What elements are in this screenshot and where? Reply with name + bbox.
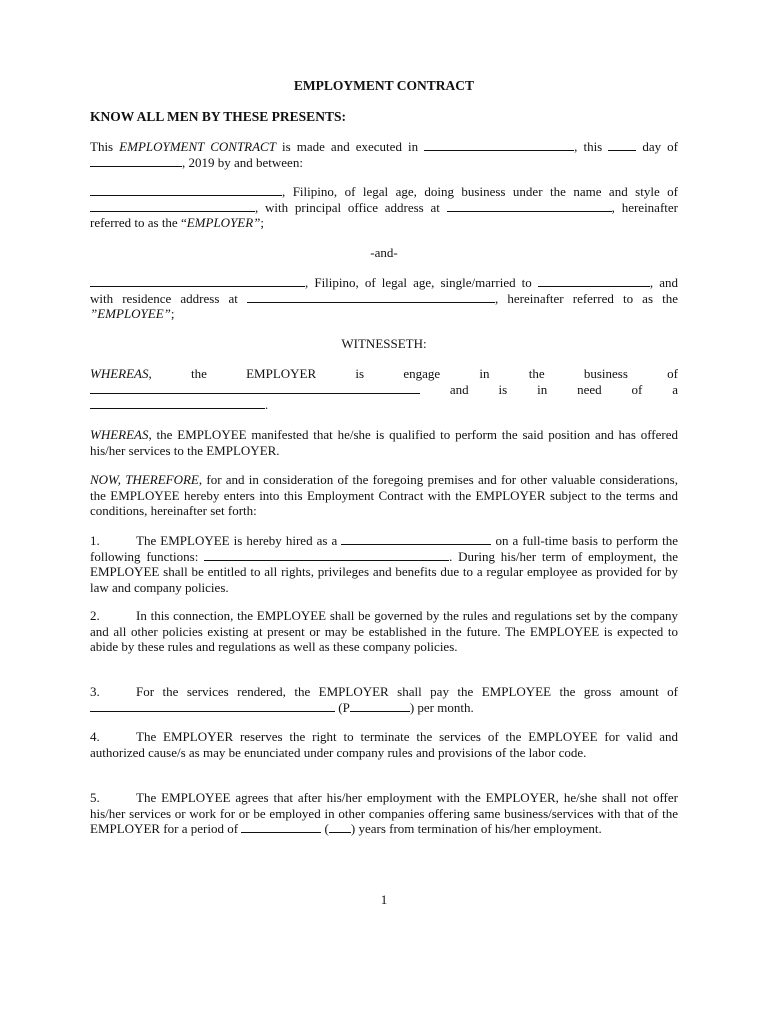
witnesseth-heading: WITNESSETH: — [341, 336, 427, 351]
blank-amount-words[interactable] — [90, 700, 335, 712]
employee-paragraph: , Filipino, of legal age, single/married to , and with residence address at , hereinafter referred to as the ”EMPLOYEE”; — [90, 275, 678, 322]
now-therefore-paragraph: NOW, THEREFORE, for and in consideration of the foregoing premises and for other valuable considerations, the EMPLOYEE hereby enters into this Employment Contract with the EMPLOYER subject to the terms and conditions, hereinafter set forth: — [90, 472, 678, 519]
clause-4: 4. The EMPLOYER reserves the right to terminate the services of the EMPLOYEE for valid and authorized cause/s as may be enunciated under company rules and provisions of the labor code. — [90, 729, 678, 760]
clause-1: 1. The EMPLOYEE is hereby hired as a on a full-time basis to perform the following functions: . During his/her term of employment, the EMPLOYEE shall be entitled to all rights, privileges and benefits due to a regular employee as provided for by law and company policies. — [90, 533, 679, 595]
document-title: EMPLOYMENT CONTRACT — [293, 78, 475, 93]
blank-employer-name[interactable] — [90, 184, 282, 196]
blank-job-title[interactable] — [341, 533, 491, 545]
blank-office-address[interactable] — [447, 200, 612, 212]
blank-employee-name[interactable] — [90, 275, 305, 287]
clause-5: 5. The EMPLOYEE agrees that after his/her employment with the EMPLOYER, he/she shall not offer his/her services or work for or be employed in other companies offering same business/services with that of the EMPLOYER for a period of ( ) years from termination of his/her employment. — [90, 790, 678, 837]
whereas-qualified-paragraph: WHEREAS, the EMPLOYEE manifested that he/she is qualified to perform the said position and has offered his/her services to the EMPLOYER. — [90, 427, 678, 458]
blank-job-functions[interactable] — [204, 549, 449, 561]
and-separator: -and- — [370, 245, 398, 260]
blank-business-type[interactable] — [90, 382, 420, 394]
blank-period-figures[interactable] — [329, 821, 351, 833]
blank-amount-figures[interactable] — [350, 700, 410, 712]
employer-paragraph: , Filipino, of legal age, doing business under the name and style of , with principal office address at , hereinafter referred to as the “EMPLOYER”; — [90, 184, 678, 231]
blank-position-needed[interactable] — [90, 397, 265, 409]
document-heading: KNOW ALL MEN BY THESE PRESENTS: — [90, 109, 346, 124]
blank-day[interactable] — [608, 139, 636, 151]
clause-3: 3. For the services rendered, the EMPLOYER shall pay the EMPLOYEE the gross amount of (P ) per month. — [90, 684, 678, 715]
blank-period-words[interactable] — [241, 821, 321, 833]
whereas-business-paragraph: WHEREAS, the EMPLOYER is engage in the business of and is in need of a . — [90, 366, 678, 413]
page-number: 1 — [380, 892, 388, 907]
blank-place[interactable] — [424, 139, 574, 151]
blank-business-name[interactable] — [90, 200, 255, 212]
blank-residence-address[interactable] — [247, 291, 495, 303]
blank-month[interactable] — [90, 155, 182, 167]
blank-spouse-name[interactable] — [538, 275, 650, 287]
intro-paragraph: This EMPLOYMENT CONTRACT is made and executed in , this day of , 2019 by and between: — [90, 139, 678, 170]
clause-2: 2. In this connection, the EMPLOYEE shall be governed by the rules and regulations set by the company and all other policies existing at present or may be established in the future. The EMPLOYEE is expected to abide by these rules and regulations as well as these company policies. — [90, 608, 678, 655]
